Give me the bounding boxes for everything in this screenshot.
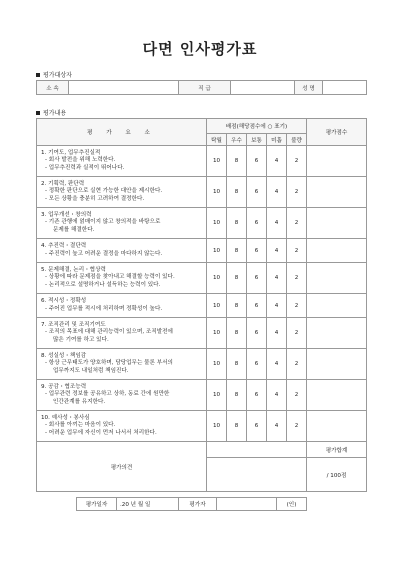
section-eval-label: 평가내용 (43, 110, 67, 117)
item-score-field[interactable] (307, 318, 367, 349)
eval-item-title: 2. 기획력, 판단력 (41, 180, 85, 187)
item-score-field[interactable] (307, 263, 367, 294)
score-option[interactable]: 10 (207, 411, 227, 442)
score-option[interactable]: 6 (247, 318, 267, 349)
item-score-field[interactable] (307, 411, 367, 442)
eval-item-title: 9. 공감・협조능력 (41, 383, 87, 390)
section-eval-heading (36, 108, 66, 117)
score-option[interactable]: 10 (207, 239, 227, 263)
signature-row (76, 497, 307, 511)
bullet-square-icon (36, 111, 40, 115)
score-option[interactable]: 8 (227, 177, 247, 208)
score-option[interactable]: 8 (227, 294, 247, 318)
eval-item-title: 8. 성실성・책임감 (41, 352, 87, 359)
eval-item-description: - 어려운 업무에 자신이 먼저 나서서 처리한다. (45, 429, 157, 436)
eval-item-description: - 업무관련 정보를 공유하고 상하, 동료 간에 원만한 (45, 391, 170, 398)
eval-row (37, 239, 367, 263)
score-option[interactable]: 2 (287, 177, 307, 208)
eval-item-description: - 상황에 따라 문제점을 찾아내고 해결할 능력이 있다. (45, 274, 175, 281)
eval-item (37, 294, 207, 318)
score-option[interactable]: 10 (207, 318, 227, 349)
eval-item-description: - 항상 근무태도가 양호하며, 담당업무는 물론 부서의 (45, 360, 173, 367)
score-option[interactable]: 6 (247, 349, 267, 380)
eval-item-description: - 업무추진력과 실적이 뛰어나다. (45, 164, 125, 171)
eval-item-description: 업무까지도 내일처럼 책임진다. (53, 367, 129, 374)
rank-field[interactable] (231, 81, 295, 95)
score-option[interactable]: 6 (247, 411, 267, 442)
item-score-field[interactable] (307, 349, 367, 380)
score-option[interactable]: 10 (207, 294, 227, 318)
eval-item-description: - 회사 발전을 위해 노력한다. (45, 157, 116, 164)
eval-item (37, 318, 207, 349)
date-field[interactable]: .20 년 월 일 (117, 498, 179, 511)
eval-item-description: - 주어진 업무를 적시에 처리하며 정확성이 높다. (45, 305, 163, 312)
score-option[interactable]: 2 (287, 318, 307, 349)
eval-row (37, 177, 367, 208)
score-option[interactable]: 6 (247, 177, 267, 208)
eval-item-description: - 주진력이 높고 어려운 결정을 마다하지 않는다. (45, 250, 163, 257)
name-field[interactable] (323, 81, 367, 95)
eval-item (37, 177, 207, 208)
score-option[interactable]: 8 (227, 318, 247, 349)
score-option[interactable]: 8 (227, 411, 247, 442)
name-label: 성 명 (295, 81, 323, 95)
level-header: 탁월 (207, 134, 227, 146)
eval-item-description: 인간관계를 유지한다. (53, 398, 106, 405)
section-target-label: 평가대상자 (43, 72, 72, 79)
score-option[interactable]: 2 (287, 239, 307, 263)
eval-row (37, 294, 367, 318)
item-score-field[interactable] (307, 380, 367, 411)
level-header: 우수 (227, 134, 247, 146)
eval-item-title: 7. 조직관리 및 조직기여도 (41, 321, 106, 328)
eval-row (37, 263, 367, 294)
score-option[interactable]: 8 (227, 380, 247, 411)
score-option[interactable]: 6 (247, 380, 267, 411)
score-option[interactable]: 6 (247, 146, 267, 177)
score-option[interactable]: 2 (287, 380, 307, 411)
score-option[interactable]: 4 (267, 294, 287, 318)
eval-item-description: 많은 기여를 하고 있다. (53, 336, 109, 343)
eval-item (37, 380, 207, 411)
score-option[interactable]: 10 (207, 349, 227, 380)
eval-row (37, 380, 367, 411)
eval-item-description: - 조직의 목표에 대해 관리능력이 있으며, 조직발전에 (45, 329, 173, 336)
opinion-label: 평가의견 (37, 442, 207, 492)
eval-row (37, 208, 367, 239)
eval-item-description: - 회사를 아끼는 마음이 있다. (45, 422, 116, 429)
eval-item (37, 239, 207, 263)
score-option[interactable]: 6 (247, 239, 267, 263)
eval-item-description: 문제를 해결한다. (53, 226, 95, 233)
score-option[interactable]: 8 (227, 208, 247, 239)
eval-item-title: 1. 기여도, 업무추진실적 (41, 149, 101, 156)
level-header: 미흡 (267, 134, 287, 146)
score-option[interactable]: 2 (287, 411, 307, 442)
opinion-field[interactable] (207, 442, 307, 458)
item-score-field[interactable] (307, 146, 367, 177)
eval-item (37, 263, 207, 294)
total-label: 평가합계 (307, 442, 367, 458)
eval-item-title: 3. 업무개선・창의력 (41, 211, 92, 218)
item-score-field[interactable] (307, 239, 367, 263)
eval-row (37, 146, 367, 177)
item-score-field[interactable] (307, 294, 367, 318)
eval-item-description: - 모든 상황을 충분히 고려하여 결정한다. (45, 195, 145, 202)
score-option[interactable]: 4 (267, 177, 287, 208)
score-option[interactable]: 4 (267, 146, 287, 177)
score-option[interactable]: 6 (247, 294, 267, 318)
score-option[interactable]: 4 (267, 318, 287, 349)
score-option[interactable]: 4 (267, 239, 287, 263)
eval-item-title: 10. 예사성・봉사심 (41, 414, 90, 421)
bullet-square-icon (36, 73, 40, 77)
score-option[interactable]: 4 (267, 263, 287, 294)
total-value: / 100점 (307, 458, 367, 492)
eval-item-description: - 정확한 판단으로 실현 가능한 대안을 제시한다. (45, 188, 163, 195)
score-option[interactable]: 8 (227, 263, 247, 294)
score-option[interactable]: 10 (207, 208, 227, 239)
score-option[interactable]: 2 (287, 263, 307, 294)
header-scale: 배점(해당점수에 ○ 표기) (207, 119, 307, 134)
score-option[interactable]: 8 (227, 146, 247, 177)
score-option[interactable]: 2 (287, 349, 307, 380)
header-item: 평 가 요 소 (37, 119, 207, 146)
eval-item-description: - 논리적으로 설명하거나 설득하는 능력이 있다. (45, 281, 161, 288)
score-option[interactable]: 4 (267, 208, 287, 239)
evaluator-field[interactable] (217, 498, 277, 511)
eval-item (37, 411, 207, 442)
eval-item-description: - 기존 관행에 얽매이지 않고 창의적을 바탕으로 (45, 219, 161, 226)
item-score-field[interactable] (307, 177, 367, 208)
score-option[interactable]: 10 (207, 177, 227, 208)
rank-label: 직 급 (179, 81, 231, 95)
target-table (36, 80, 367, 95)
score-option[interactable]: 6 (247, 263, 267, 294)
date-label: 평가일자 (77, 498, 117, 511)
score-option[interactable]: 8 (227, 349, 247, 380)
eval-item (37, 208, 207, 239)
score-option[interactable]: 10 (207, 263, 227, 294)
score-option[interactable]: 2 (287, 294, 307, 318)
eval-item (37, 349, 207, 380)
level-header: 보통 (247, 134, 267, 146)
item-score-field[interactable] (307, 208, 367, 239)
seal-mark: (인) (277, 498, 307, 511)
dept-field[interactable] (69, 81, 179, 95)
score-option[interactable]: 10 (207, 146, 227, 177)
eval-row (37, 318, 367, 349)
header-total: 평가점수 (307, 119, 367, 146)
score-option[interactable]: 6 (247, 208, 267, 239)
eval-item-title: 6. 적시성・정확성 (41, 297, 87, 304)
dept-label: 소 속 (37, 81, 69, 95)
score-option[interactable]: 2 (287, 208, 307, 239)
eval-item-title: 4. 추진력・결단력 (41, 242, 87, 249)
evaluation-table (36, 118, 367, 492)
score-option[interactable]: 4 (267, 349, 287, 380)
evaluator-label: 평가자 (179, 498, 217, 511)
score-option[interactable]: 4 (267, 380, 287, 411)
score-option[interactable]: 10 (207, 380, 227, 411)
eval-item (37, 146, 207, 177)
score-option[interactable]: 4 (267, 411, 287, 442)
section-target-heading (36, 70, 72, 79)
eval-row (37, 349, 367, 380)
score-option[interactable]: 8 (227, 239, 247, 263)
page-title: 다면 인사평가표 (142, 40, 258, 58)
opinion-body[interactable] (207, 458, 307, 492)
score-option[interactable]: 2 (287, 146, 307, 177)
eval-item-title: 5. 문제해결, 논리・협상력 (41, 266, 106, 273)
level-header: 불량 (287, 134, 307, 146)
eval-row (37, 411, 367, 442)
